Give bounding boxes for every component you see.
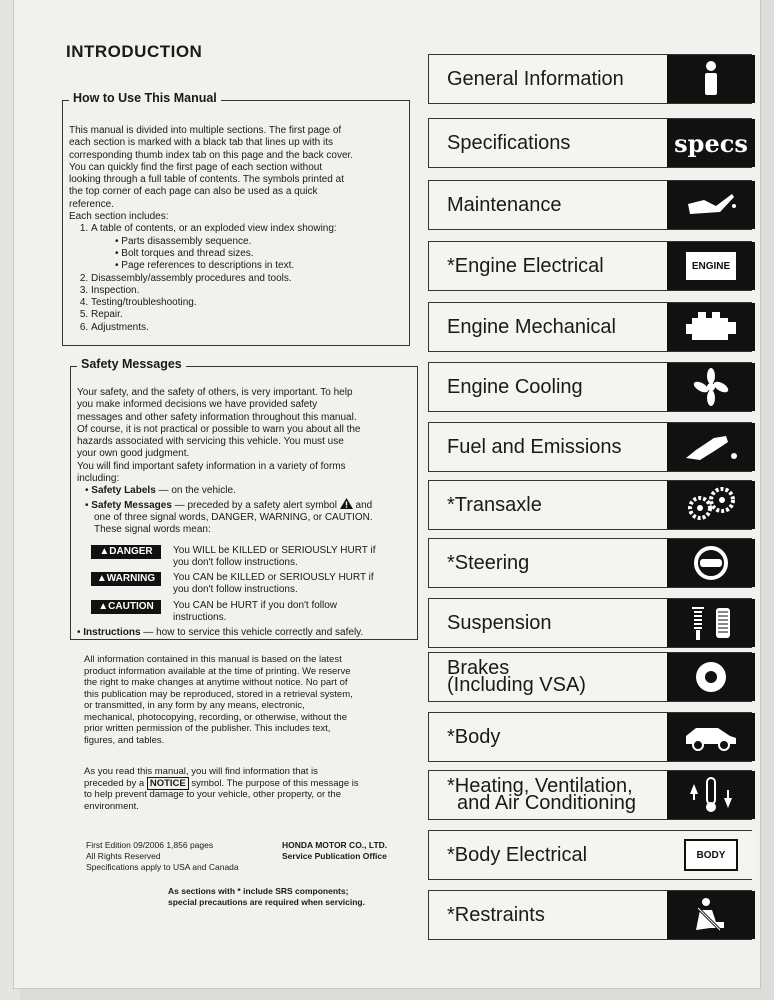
car-body-icon — [667, 713, 755, 761]
tab-maintenance[interactable] — [428, 180, 752, 230]
tab-label: Brakes (Including VSA) — [447, 657, 586, 696]
engine-block-icon — [667, 303, 755, 351]
specs-icon: specs — [667, 119, 755, 167]
fuel-nozzle-icon — [667, 423, 755, 471]
tab-body-electrical[interactable] — [428, 830, 752, 880]
tab-label: Specifications — [447, 132, 571, 154]
caution-badge: ▲CAUTION — [91, 600, 161, 614]
tab-label: *Restraints — [447, 904, 545, 926]
list-item: 5. Repair. — [91, 309, 403, 321]
tab-body[interactable] — [428, 712, 752, 762]
srs-note: As sections with * include SRS components; special precautions are required when servicing. — [168, 886, 365, 907]
steering-wheel-icon — [667, 539, 755, 587]
tab-brakes[interactable] — [428, 652, 752, 702]
tab-label: Engine Cooling — [447, 376, 583, 398]
alert-triangle-icon — [340, 498, 353, 509]
danger-badge: ▲DANGER — [91, 545, 161, 559]
tab-specifications[interactable] — [428, 118, 752, 168]
tab-steering[interactable] — [428, 538, 752, 588]
thermometer-icon — [667, 771, 755, 819]
publisher-info: HONDA MOTOR CO., LTD. Service Publication Office — [282, 840, 388, 861]
tab-label: *Body — [447, 726, 501, 748]
tab-label: *Transaxle — [447, 494, 542, 516]
tab-engine-electrical[interactable] — [428, 241, 752, 291]
list-item: 1. A table of contents, or an exploded view index showing: • Parts disassembly sequence. • Bolt torques and thread sizes. • Page references to descriptions in text. — [91, 223, 403, 272]
seatbelt-icon — [667, 891, 755, 939]
safety-heading: Safety Messages — [77, 357, 186, 371]
list-item: • Parts disassembly sequence. — [115, 236, 403, 248]
tab-general-information[interactable] — [428, 54, 752, 104]
instructions-item: • Instructions — how to service this vehicle correctly and safely. — [77, 627, 364, 639]
tab-fuel-emissions[interactable] — [428, 422, 752, 472]
tab-label: *Engine Electrical — [447, 255, 604, 277]
tab-suspension[interactable] — [428, 598, 752, 648]
caution-row: ▲CAUTION You CAN be HURT if you don't follow instructions. — [91, 600, 413, 625]
tab-heating-ventilation-ac[interactable] — [428, 770, 752, 820]
tab-restraints[interactable] — [428, 890, 752, 940]
warning-badge: ▲WARNING — [91, 572, 161, 586]
oil-can-icon — [667, 181, 755, 229]
tab-transaxle[interactable] — [428, 480, 752, 530]
safety-labels-item: • Safety Labels — on the vehicle. — [85, 485, 236, 497]
tab-label: Maintenance — [447, 194, 562, 216]
list-item: 6. Adjustments. — [91, 322, 403, 334]
tab-engine-cooling[interactable] — [428, 362, 752, 412]
danger-row: ▲DANGER You WILL be KILLED or SERIOUSLY HURT if you don't follow instructions. — [91, 545, 413, 570]
tab-engine-mechanical[interactable] — [428, 302, 752, 352]
edition-info: First Edition 09/2006 1,856 pages All Rights Reserved Specifications apply to USA and Canada — [86, 840, 239, 872]
body-battery-icon: BODY — [667, 831, 755, 879]
notice-symbol: NOTICE — [147, 777, 189, 790]
safety-messages-box — [70, 357, 418, 640]
list-item: • Bolt torques and thread sizes. — [115, 248, 403, 260]
safety-messages-item: • Safety Messages — preceded by a safety alert symbol and one of three signal words, DANGER, WARNING, or CAUTION. These signal words mean: — [85, 499, 373, 536]
brake-disc-icon — [667, 653, 755, 701]
how-to-use-intro: This manual is divided into multiple sections. The first page of each section is marked with a black tab that lines up with its corresponding thumb index tab on this page and the back cover. You can quickly find the first page of each section without looking through a full table of contents. The symbols printed at the top corner of each page can also be used as a quick reference. — [69, 125, 354, 210]
fan-icon — [667, 363, 755, 411]
tab-label: *Heating, Ventilation, and Air Conditioning — [447, 775, 637, 814]
how-to-use-heading: How to Use This Manual — [69, 91, 221, 105]
tab-label: Fuel and Emissions — [447, 436, 622, 458]
list-item: • Page references to descriptions in text. — [115, 260, 403, 272]
how-to-use-box — [62, 91, 410, 346]
tab-label: *Body Electrical — [447, 844, 588, 866]
shock-absorber-icon — [667, 599, 755, 647]
section-includes-list — [69, 223, 403, 334]
list-item: 3. Inspection. — [91, 285, 403, 297]
notice-paragraph: As you read this manual, you will find information that is preceded by a NOTICE symbol. The purpose of this message is to help prevent damage to your vehicle, other property, or the environment. — [84, 766, 359, 812]
info-icon — [667, 55, 755, 103]
tab-label: Suspension — [447, 612, 552, 634]
list-item: 2. Disassembly/assembly procedures and tools. — [91, 273, 403, 285]
warning-row: ▲WARNING You CAN be KILLED or SERIOUSLY HURT if you don't follow instructions. — [91, 572, 413, 597]
page-title: INTRODUCTION — [66, 42, 203, 61]
gears-icon — [667, 481, 755, 529]
tab-label: *Steering — [447, 552, 530, 574]
tab-label: General Information — [447, 68, 624, 90]
list-item: 4. Testing/troubleshooting. — [91, 297, 403, 309]
copyright-paragraph: All information contained in this manual is based on the latest product information available at the time of printing. We reserve the right to make changes at anytime without notice. No part of this publication may be reproduced, stored in a retrieval system, or transmitted, in any form by any means, electronic, mechanical, photocopying, recording, or otherwise, without the prior written permission of the publisher. This includes text, figures, and tables. — [84, 654, 353, 746]
tab-label: Engine Mechanical — [447, 316, 616, 338]
safety-intro: Your safety, and the safety of others, is very important. To help you make informed decisions we have provided safety messages and other safety information throughout this manual. Of course, it is not practical or possible to warn you about all the hazards associated with servicing this vehicle. You must use your own good judgment. You will find important safety information in a variety of forms including: — [77, 387, 361, 485]
engine-battery-icon: ENGINE — [667, 242, 755, 290]
includes-label: Each section includes: — [69, 211, 169, 223]
sub-list — [91, 236, 403, 273]
